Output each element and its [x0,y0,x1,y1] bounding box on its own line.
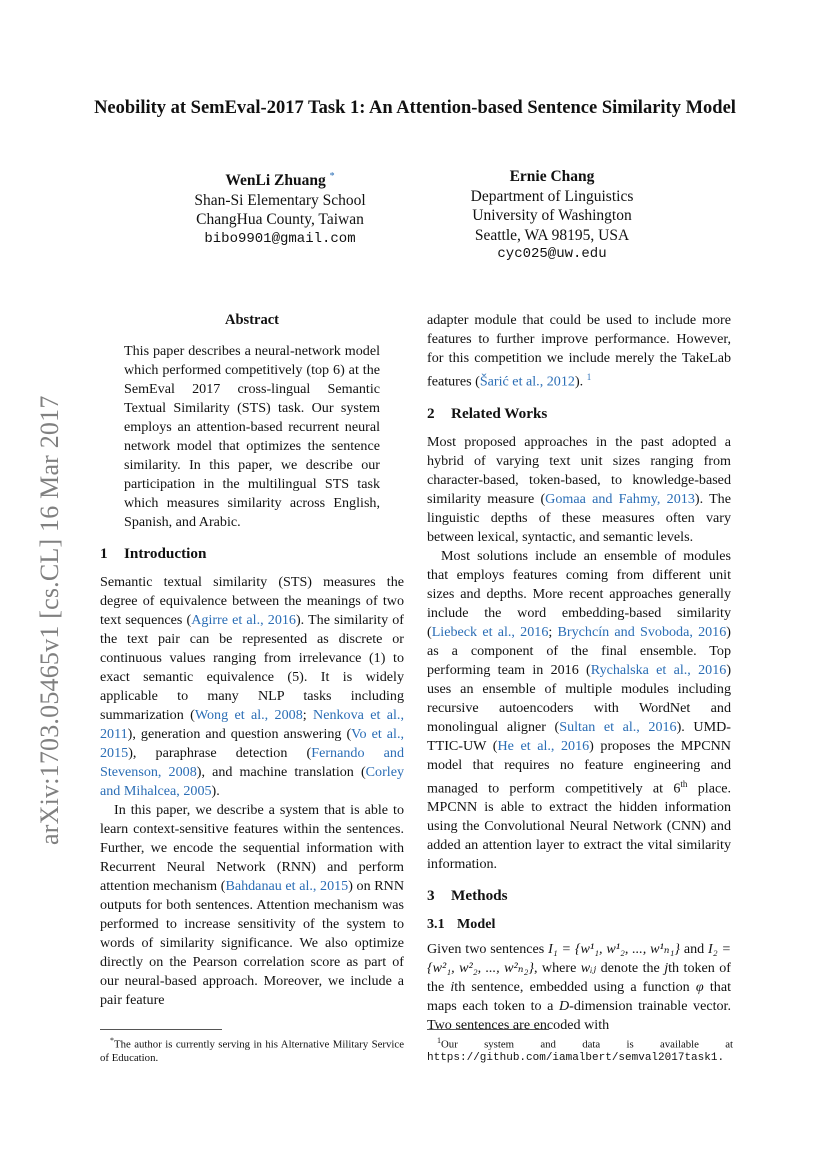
arxiv-identifier: arXiv:1703.05465v1 [cs.CL] 16 Mar 2017 [35,395,64,845]
model-paragraph-1: Given two sentences I₁ = {w¹₁, w¹₂, ..., w¹ₙ₁} and I₂ = {w²₁, w²₂, ..., w²ₙ₂}, where wᵢⱼ denote the jth token of the ith sentence, embedded using a function φ that maps each token to a D-dimension trainable vector. Two sentences are encoded with [427,941,732,1034]
citation-link[interactable]: Agirre et al., 2016 [191,612,296,628]
author-email: cyc025@uw.edu [497,246,607,262]
citation-link[interactable]: Sultan et al., 2016 [559,718,677,735]
author-2 [432,167,672,265]
subsection-heading-model: 3.1 Model [427,916,496,933]
author-location: ChangHua County, Taiwan [196,211,364,229]
author-name: WenLi Zhuang [225,172,326,190]
math-sentence-2: I₂ = {w²₁, w²₂, ..., w²ₙ₂} [427,941,731,977]
author-name: Ernie Chang [509,168,595,185]
footnote-right: $^1$Our system and data is available at https://github.com/iamalbert/semval2017task1. [427,1029,733,1065]
footnote-mark[interactable]: 1 [586,372,592,382]
citation-link[interactable]: Gomaa and Fahmy, 2013 [545,490,695,507]
author-affiliation: Department of Linguistics [470,187,634,205]
citation-link[interactable]: Šarić et al., 2012 [479,373,575,390]
intro-paragraph-1: Semantic textual similarity (STS) measures the degree of equivalence between the meanings of two text sequences (Agirre et al., 2016). The similarity of the text pair can be represented as discrete or continuous values ranging from irrelevance (1) to exact semantic equivalence (5). It is widely applicable to many NLP tasks including summarization (Wong et al., 2008; Nenkova et al., 2011), generation and question answering (Vo et al., 2015), paraphrase detection (Fernando and Stevenson, 2008), and machine translation (Corley and Mihalcea, 2005). [100,574,405,799]
citation-link[interactable]: Fernando and Stevenson, 2008 [100,745,405,780]
related-paragraph-1: Most proposed approaches in the past adopted a hybrid of varying text unit sizes ranging from character-based, token-based, to knowledge-based similarity measure (Gomaa and Fahmy, 2013). The linguistic depths of these measures often vary between lexical, syntactic, and semantic levels. [427,433,731,545]
author-location: Seattle, WA 98195, USA [474,226,630,244]
author-1 [160,167,400,249]
author-affiliation: Shan-Si Elementary School [194,191,366,209]
citation-link[interactable]: Wong et al., 2008 [194,707,303,723]
author-footnote-mark[interactable]: * [329,171,335,182]
footnote-rule [100,1029,222,1030]
abstract-heading: Abstract [225,312,279,328]
section-heading-methods: 3 Methods [427,887,508,905]
footnote-left: *The author is currently serving in his Alternative Military Service of Education. [100,1029,404,1065]
paper-title: Neobility at SemEval-2017 Task 1: An Attention-based Sentence Similarity Model [94,98,736,118]
citation-link[interactable]: He et al., 2016 [497,737,590,754]
section-heading-related-works: 2 Related Works [427,404,548,422]
abstract-text: This paper describes a neural-network model which performed competitively (top 6) at the SemEval 2017 cross-lingual Semantic Textual Similarity (STS) task. Our system employs an attention-based recurrent neural network model that optimizes the sentence similarity. In this paper, we describe our participation in the multilingual STS task which measures similarity across English, Spanish, and Arabic. [124,343,380,530]
citation-link[interactable]: Vo et al., 2015 [100,726,404,761]
citation-link[interactable]: Bahdanau et al., 2015 [225,878,349,894]
right-column [427,311,731,1035]
citation-link[interactable]: Rychalska et al., 2016 [590,661,727,678]
citation-link[interactable]: Liebeck et al., 2016 [431,623,549,640]
intro-paragraph-2: In this paper, we describe a system that is able to learn context-sensitive features within the sentences. Further, we encode the sequential information with Recurrent Neural Network (RNN) and perform attention mechanism (Bahdanau et al., 2015) on RNN outputs for both sentences. Attention mechanism was performed to increase sensitivity of the system to words of similarity significance. We also optimize directly on the Pearson correlation score as part of our neural-based approach. Moreover, we include a pair feature [100,802,404,1008]
math-sentence-1: I₁ = {w¹₁, w¹₂, ..., w¹ₙ₁} [548,941,681,958]
related-paragraph-2: Most solutions include an ensemble of modules that employs features coming from different unit sizes and depths. More recent approaches generally include the word embedding-based similarity (Liebeck et al., 2016; Brychcín and Svoboda, 2016) as a component of the final ensemble. Top performing team in 2016 (Rychalska et al., 2016) uses an ensemble of multiple modules including recursive autoencoders with WordNet and monolingual aligner (Sultan et al., 2016). UMD-TTIC-UW (He et al., 2016) proposes the MPCNN model that requires no feature engineering and managed to perform competitively at 6th place. MPCNN is able to extract the hidden information using the Convolutional Neural Network (CNN) and added an attention layer to extract the vital similarity information. [427,547,732,873]
footnote-rule [427,1029,549,1030]
left-column [100,311,404,1010]
section-heading-introduction: 1 Introduction [100,545,207,562]
citation-link[interactable]: Brychcín and Svoboda, 2016 [557,623,727,640]
citation-link[interactable]: Nenkova et al., 2011 [100,707,404,742]
author-institution: University of Washington [472,207,632,224]
repository-link[interactable]: https://github.com/iamalbert/semval2017task1. [427,1051,725,1064]
right-paragraph-0: adapter module that could be used to include more features to further improve performance. However, for this competition we include merely the TakeLab features (Šarić et al., 2012). $^1$ [427,312,731,390]
author-email: bibo9901@gmail.com [204,230,356,247]
citation-link[interactable]: Corley and Mihalcea, 2005 [100,764,404,799]
